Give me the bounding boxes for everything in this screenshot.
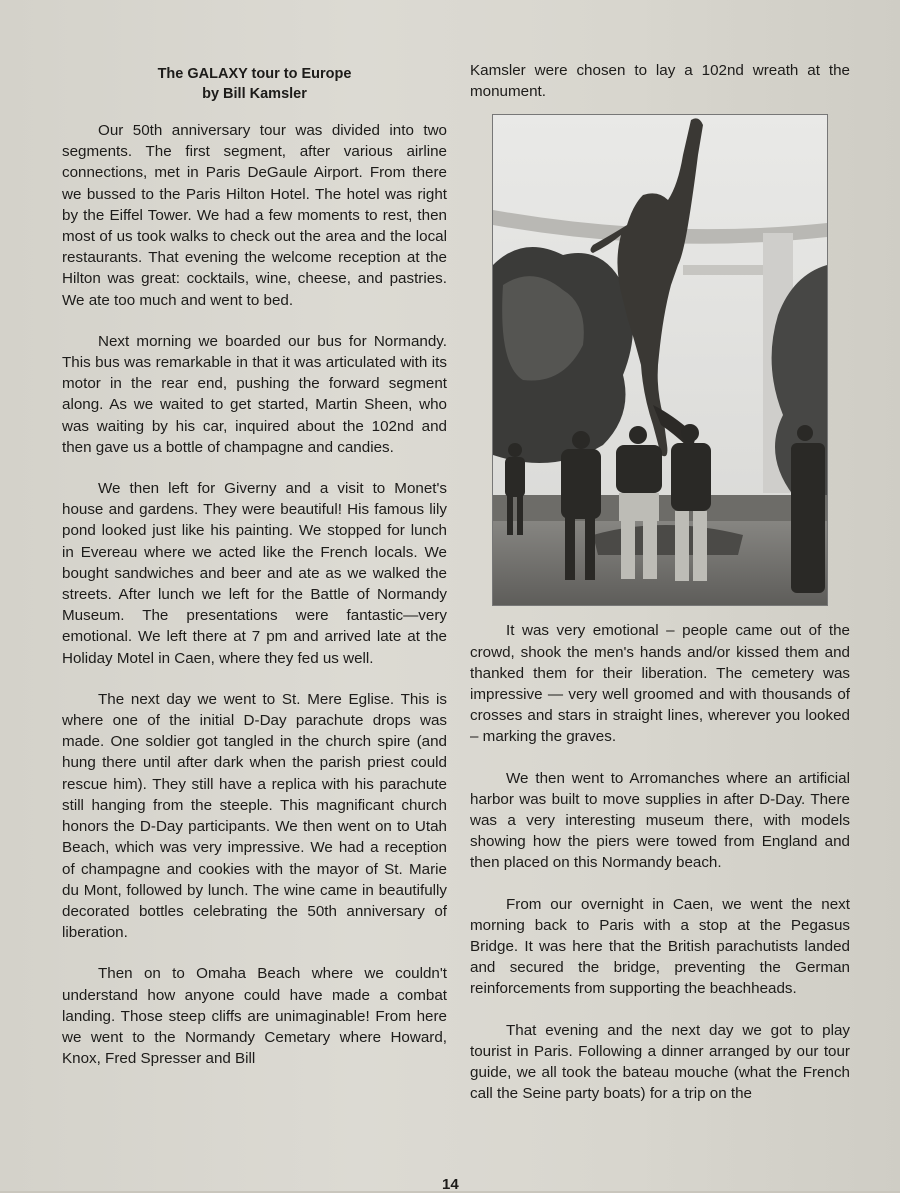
paragraph: Next morning we boarded our bus for Normandy. This bus was remarkable in that it was articulated with its motor in the rear end, pushing the forward segment along. As we waited to get started, Martin Sheen, who was waiting by his car, inquired about the 102nd and then gave us a bottle of champagne and candies. [62,332,447,456]
paragraph: From our overnight in Caen, we went the next morning back to Paris with a stop at the Pegasus Bridge. It was here that the British parachutists landed and secured the bridge, preventing the German reinforcements from supporting the beachheads. [470,895,850,998]
paragraph-continued: Kamsler were chosen to lay a 102nd wreath at the monument. [470,62,850,101]
left-column [62,62,447,1089]
memorial-photo [492,114,828,606]
page-number: 14 [442,1176,459,1193]
article-title-main: The GALAXY tour to Europe [157,66,352,82]
paragraph: That evening and the next day we got to play tourist in Paris. Following a dinner arranged by our tour guide, we all took the bateau mouche (what the French call the Seine party boats) for a trip on the [470,1021,850,1103]
paragraph: It was very emotional – people came out of the crowd, shook the men's hands and/or kissed them and thanked them for their liberation. The cemetery was impressive — very well groomed and with thousands of crosses and stars in straight lines, wherever you looked – marking the graves. [470,622,850,746]
memorial-statue-image [493,115,827,605]
paragraph: We then left for Giverny and a visit to Monet's house and gardens. They were beautiful! His famous lily pond looked just like his painting. We stopped for lunch in Evereau where we acted like the French locals. We bought sandwiches and beer and ate as we walked the streets. After lunch we left for the Battle of Normandy Museum. The presentations were fantastic—very emotional. We left there at 7 pm and arrived late at the Holiday Motel in Caen, where they fed us well. [62,480,447,667]
paragraph: The next day we went to St. Mere Eglise. This is where one of the initial D-Day parachute drops was made. One soldier got tangled in the church spire (and hung there until after dark when the parish priest could rescue him). They still have a replica with his parachute still hanging from the steeple. This magnificant church honors the D-Day participants. We then went on to Utah Beach, which was very impressive. We had a reception of champagne and cookies with the mayor of St. Marie du Mont, followed by lunch. The wine came in beautifully decorated bottles celebrating the 50th anniversary of liberation. [62,690,447,942]
right-column [470,60,850,1124]
paragraph: We then went to Arromanches where an artificial harbor was built to move supplies in after D-Day. There was a very interesting museum there, with models showing how the piers were towed from England and then placed on this Normandy beach. [470,769,850,872]
paragraph: Our 50th anniversary tour was divided into two segments. The first segment, after various airline connections, met in Paris DeGaule Airport. From there we bussed to the Paris Hilton Hotel. The hotel was right by the Eiffel Tower. We had a few moments to rest, then most of us took walks to check out the area and the local restaurants. That evening the welcome reception at the Hilton was great: cocktails, wine, cheese, and pastries. We ate too much and went to bed. [62,122,447,309]
article-byline: by Bill Kamsler [202,86,307,102]
article-title [62,64,447,104]
paragraph: Then on to Omaha Beach where we couldn't understand how anyone could have made a combat landing. Those steep cliffs are unimaginable! From here we went to the Normandy Cemetary where Howard, Knox, Fred Spresser and Bill [62,965,447,1068]
